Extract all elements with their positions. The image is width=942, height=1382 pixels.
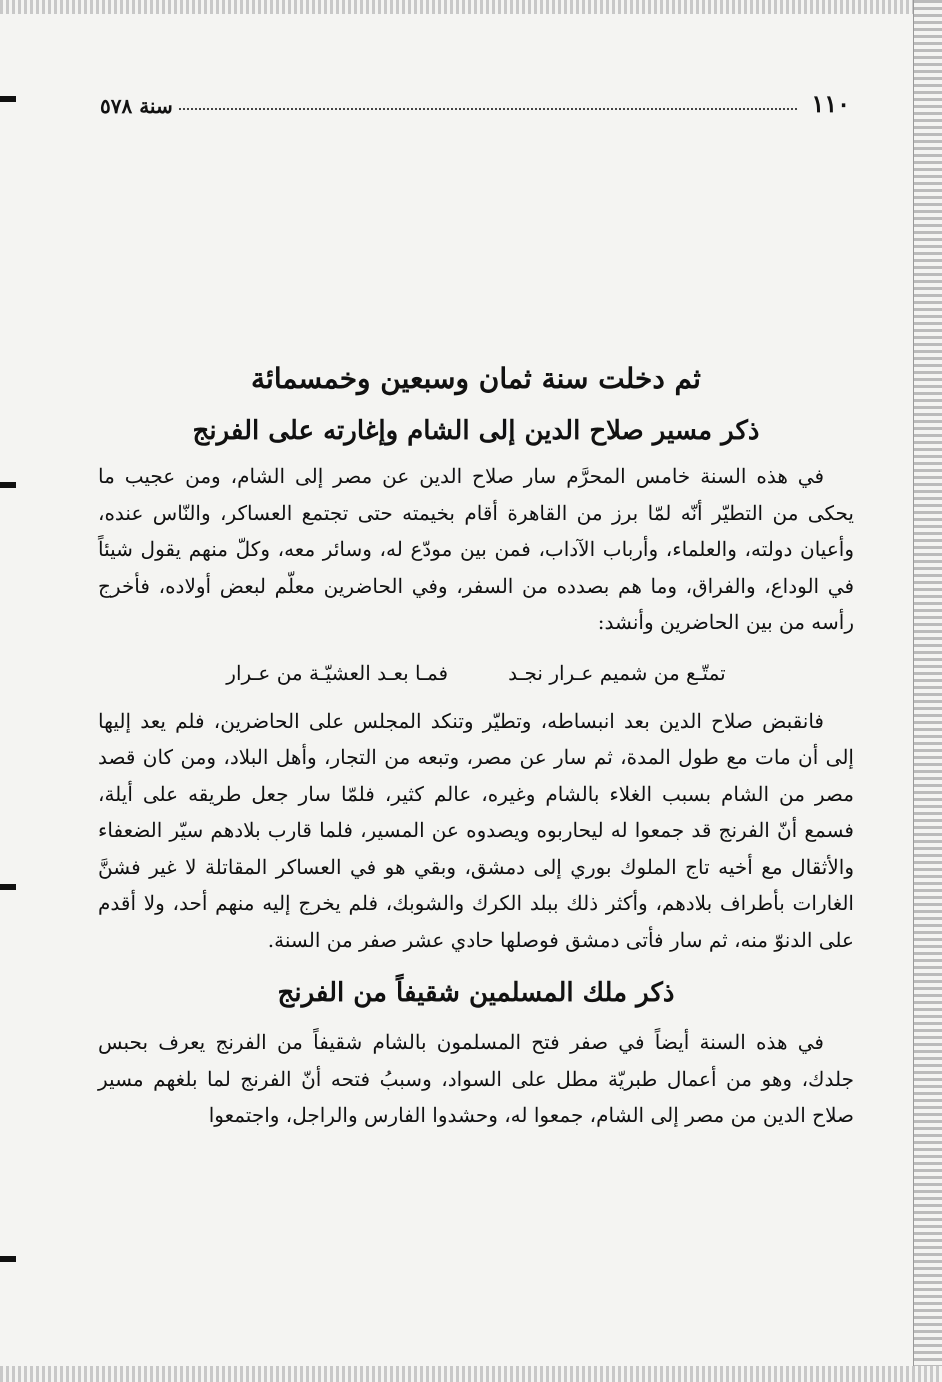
verse-first-hemistich: تمتّـع من شميم عـرار نجـد <box>508 660 726 685</box>
page-border-right <box>913 0 942 1382</box>
paragraph: فانقبض صلاح الدين بعد انبساطه، وتطيّر وتنكد المجلس على الحاضرين، فلم يعد إليها إلى أن مات مع طول المدة، ثم سار عن مصر، وتبعه من التجار، وأهل البلاد، ومن كان قصد مصر من الشام بسبب الغلاء بالشام وغيره، عالم كثير، فلمّا سار جعل طريقه على أيلة، فسمع أنّ الفرنج قد جمعوا له ليحاربوه ويصدوه عن المسير، فلما قارب بلادهم سيّر الضعفاء والأثقال مع أخيه تاج الملوك بوري إلى دمشق، وبقي هو في العساكر المقاتلة لا غير فشنَّ الغارات بأطراف بلادهم، وأكثر ذلك ببلد الكرك والشوبك، فلم يخرج إليه منهم أحد، ولا أقدم على الدنوّ منه، ثم سار فأتى دمشق فوصلها حادي عشر صفر من السنة. <box>98 708 854 952</box>
edge-mark <box>0 482 16 488</box>
running-header <box>100 88 850 118</box>
year-label: سنة ٥٧٨ <box>100 94 173 118</box>
page-body <box>98 350 854 1134</box>
section-title-shaqif: ذكر ملك المسلمين شقيفاً من الفرنج <box>277 978 675 1008</box>
section-title-saladin-march: ذكر مسير صلاح الدين إلى الشام وإغارته على الفرنج <box>192 416 760 446</box>
paragraph: في هذه السنة خامس المحرَّم سار صلاح الدين عن مصر إلى الشام، ومن عجيب ما يحكى من التطيّر أنّه لمّا برز من القاهرة أقام بخيمته حتى تجتمع العساكر، والنّاس عنده، وأعيان دولته، والعلماء، وأرباب الآداب، فمن بين مودّع له، وسائر معه، وكلّ منهم يقول شيئاً في الوداع، والفراق، وما هم بصدده من السفر، وفي الحاضرين معلّم لبعض أولاده، فأخرج رأسه من بين الحاضرين وأنشد: <box>98 464 854 634</box>
paragraph: في هذه السنة أيضاً في صفر فتح المسلمون بالشام شقيفاً من الفرنج يعرف بحبس جلدك، وهو من أعمال طبريّة مطل على السواد، وسببُ فتحه أنّ الفرنج لما بلغهم مسير صلاح الدين من مصر إلى الشام، جمعوا له، وحشدوا الفارس والراجل، واجتمعوا <box>98 1030 854 1127</box>
header-dotted-leader <box>179 108 798 110</box>
page-border-bottom <box>0 1366 942 1382</box>
edge-mark <box>0 884 16 890</box>
page-number: ١١٠ <box>811 89 850 118</box>
edge-mark <box>0 96 16 102</box>
main-title: ثم دخلت سنة ثمان وسبعين وخمسمائة <box>251 362 701 395</box>
verse-second-hemistich: فمـا بعـد العشيّـة من عـرار <box>226 660 449 685</box>
poetry-verse <box>98 655 854 691</box>
edge-mark <box>0 1256 16 1262</box>
page-border-top <box>0 0 942 14</box>
